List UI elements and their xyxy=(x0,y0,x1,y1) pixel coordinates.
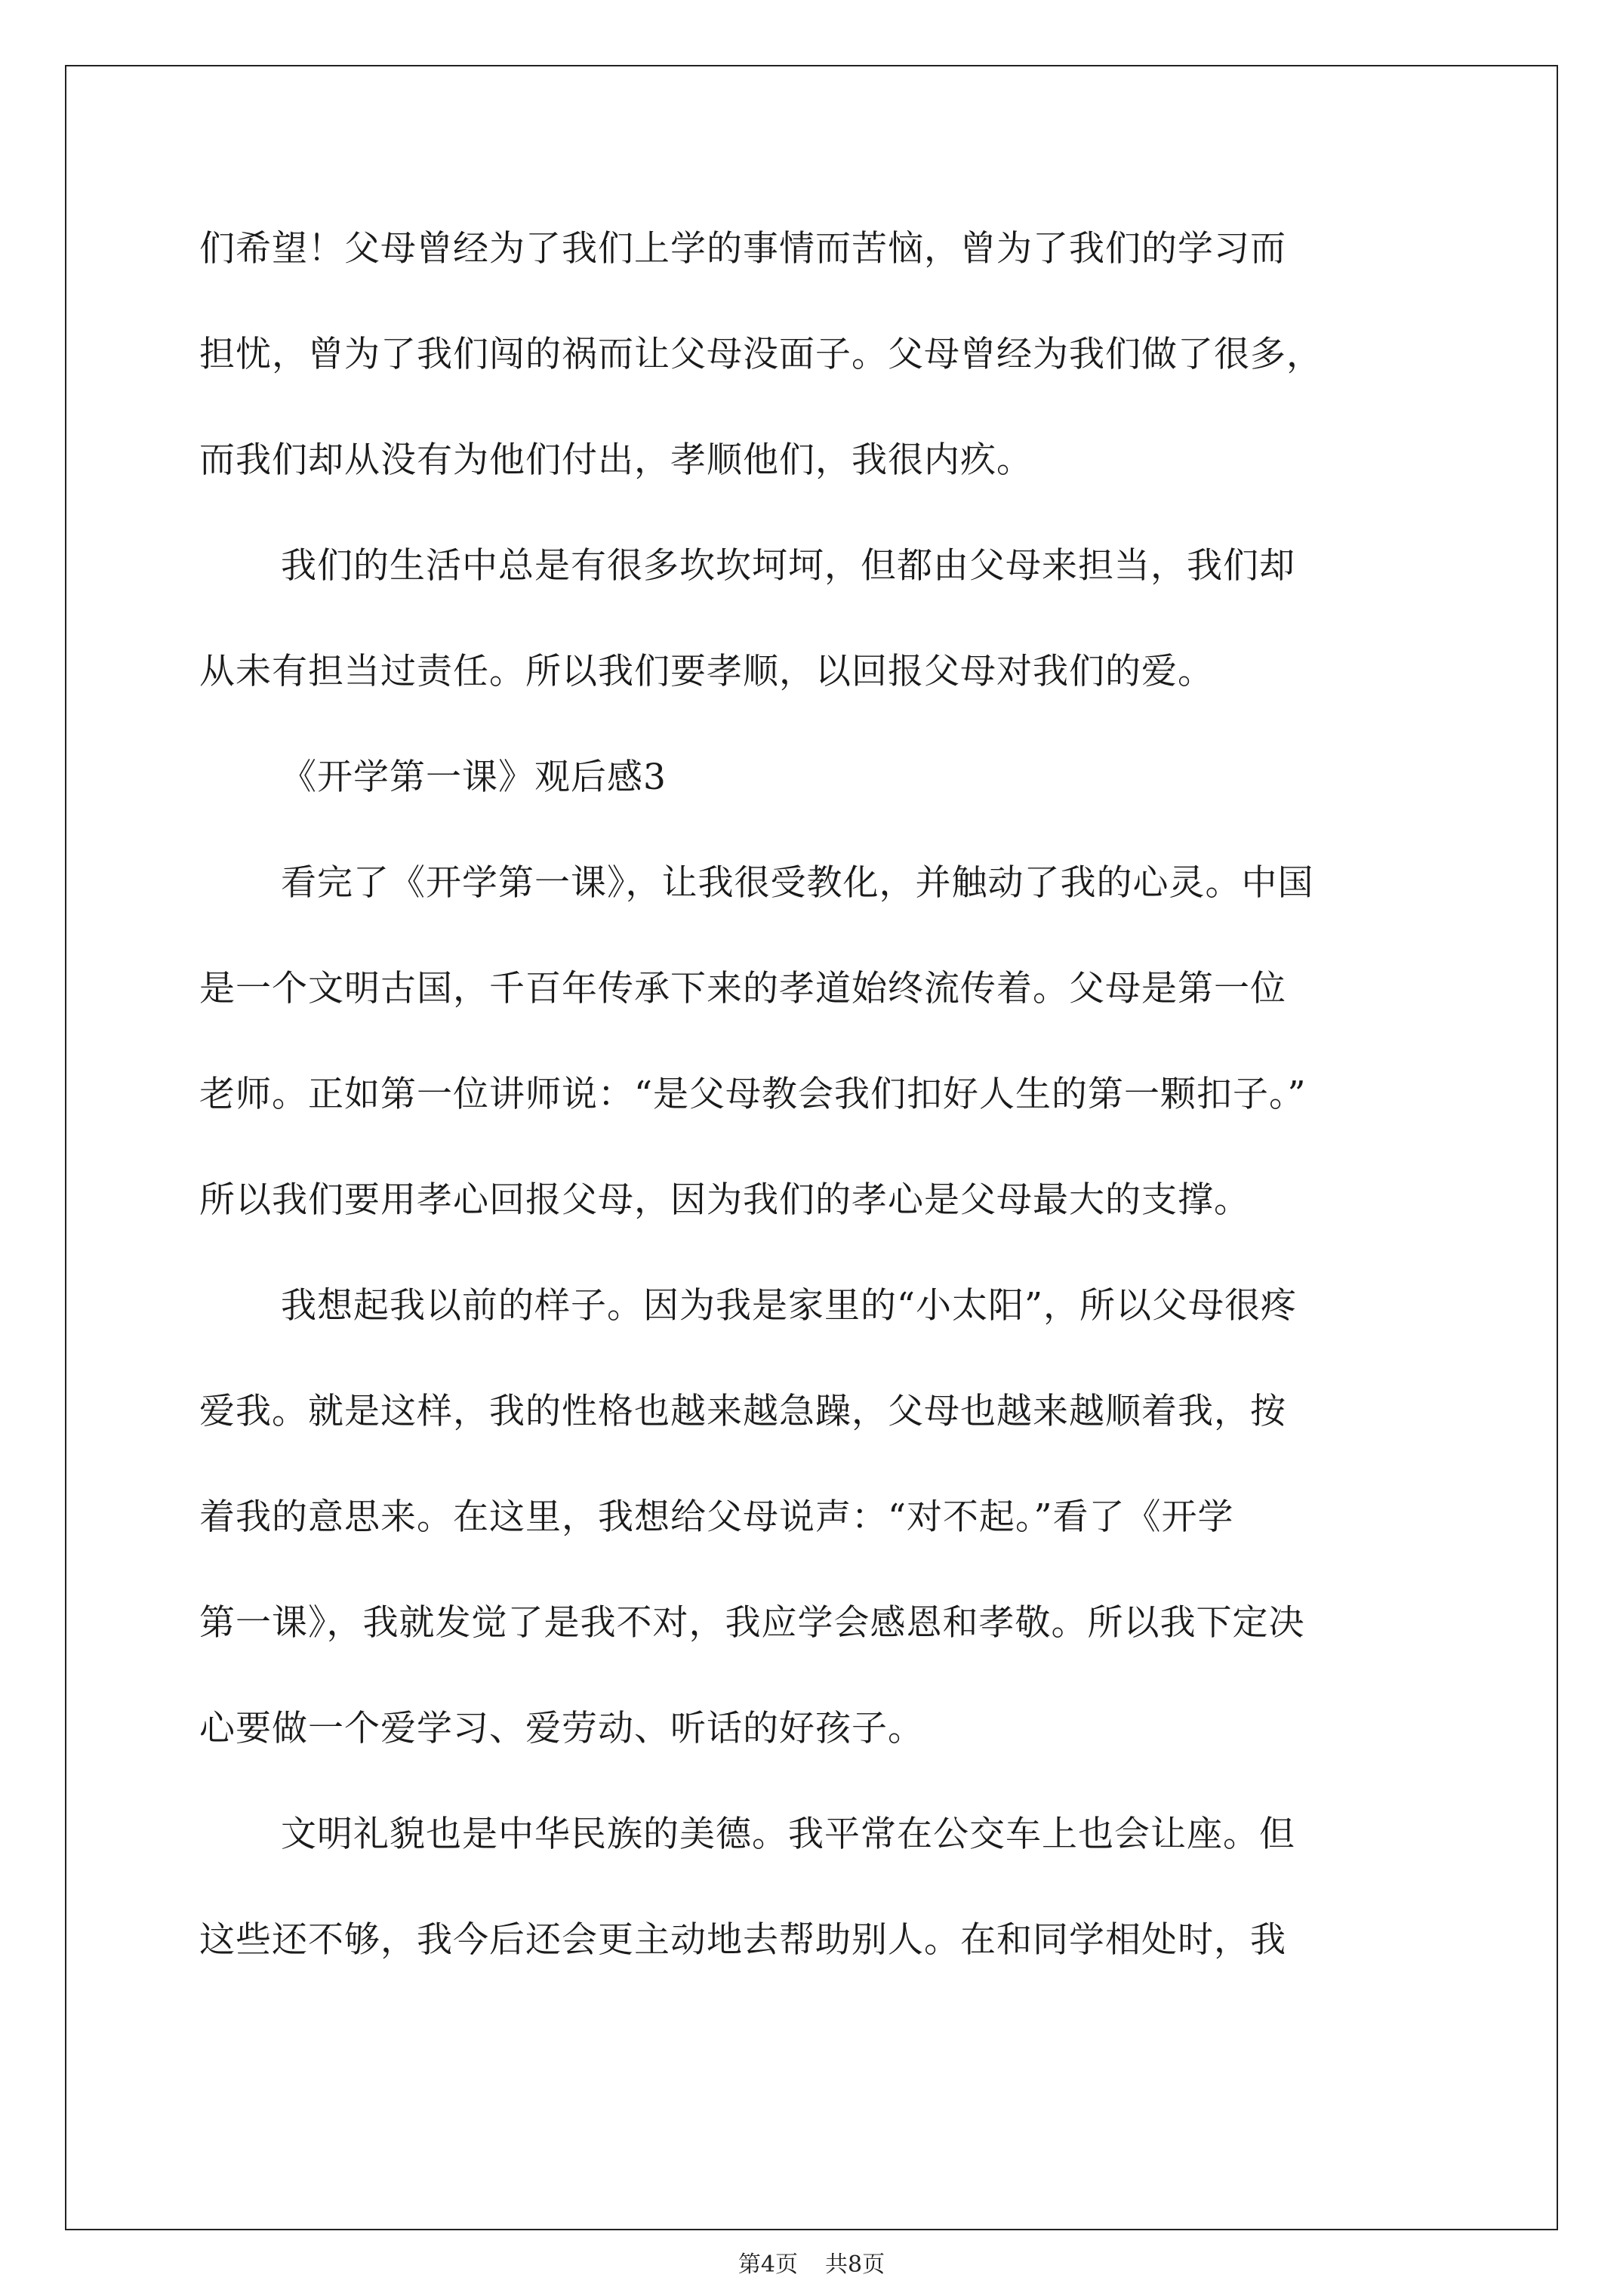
text-line: 所以我们要用孝心回报父母，因为我们的孝心是父母最大的支撑。 xyxy=(199,1179,1250,1221)
paragraph-first-line: 我们的生活中总是有很多坎坎坷坷，但都由父母来担当，我们却 xyxy=(281,545,1295,587)
text-line: 而我们却从没有为他们付出，孝顺他们，我很内疚。 xyxy=(199,439,1033,481)
page-number: 第4页 xyxy=(738,2251,798,2278)
text-line: 第一课》，我就发觉了是我不对，我应学会感恩和孝敬。所以我下定决 xyxy=(199,1602,1305,1644)
text-line: 们希望！父母曾经为了我们上学的事情而苦恼，曾为了我们的学习而 xyxy=(199,228,1286,270)
text-line: 心要做一个爱学习、爱劳动、听话的好孩子。 xyxy=(199,1708,924,1749)
section-heading: 《开学第一课》观后感3 xyxy=(281,757,667,798)
text-line: 从未有担当过责任。所以我们要孝顺，以回报父母对我们的爱。 xyxy=(199,651,1214,692)
text-line: 是一个文明古国，千百年传承下来的孝道始终流传着。父母是第一位 xyxy=(199,968,1286,1009)
text-line: 担忧，曾为了我们闯的祸而让父母没面子。父母曾经为我们做了很多， xyxy=(199,334,1323,375)
text-line: 老师。正如第一位讲师说：“是父母教会我们扣好人生的第一颗扣子。” xyxy=(199,1074,1307,1115)
page-footer xyxy=(0,2250,1623,2280)
text-line: 着我的意思来。在这里，我想给父母说声：“对不起。”看了《开学 xyxy=(199,1496,1234,1538)
paragraph-first-line: 看完了《开学第一课》，让我很受教化，并触动了我的心灵。中国 xyxy=(281,862,1314,904)
paragraph-first-line: 我想起我以前的样子。因为我是家里的“小太阳”，所以父母很疼 xyxy=(281,1285,1298,1327)
paragraph-first-line: 文明礼貌也是中华民族的美德。我平常在公交车上也会让座。但 xyxy=(281,1814,1295,1855)
text-line: 这些还不够，我今后还会更主动地去帮助别人。在和同学相处时，我 xyxy=(199,1919,1286,1961)
text-line: 爱我。就是这样，我的性格也越来越急躁，父母也越来越顺着我，按 xyxy=(199,1391,1286,1432)
page-total: 共8页 xyxy=(825,2251,885,2278)
